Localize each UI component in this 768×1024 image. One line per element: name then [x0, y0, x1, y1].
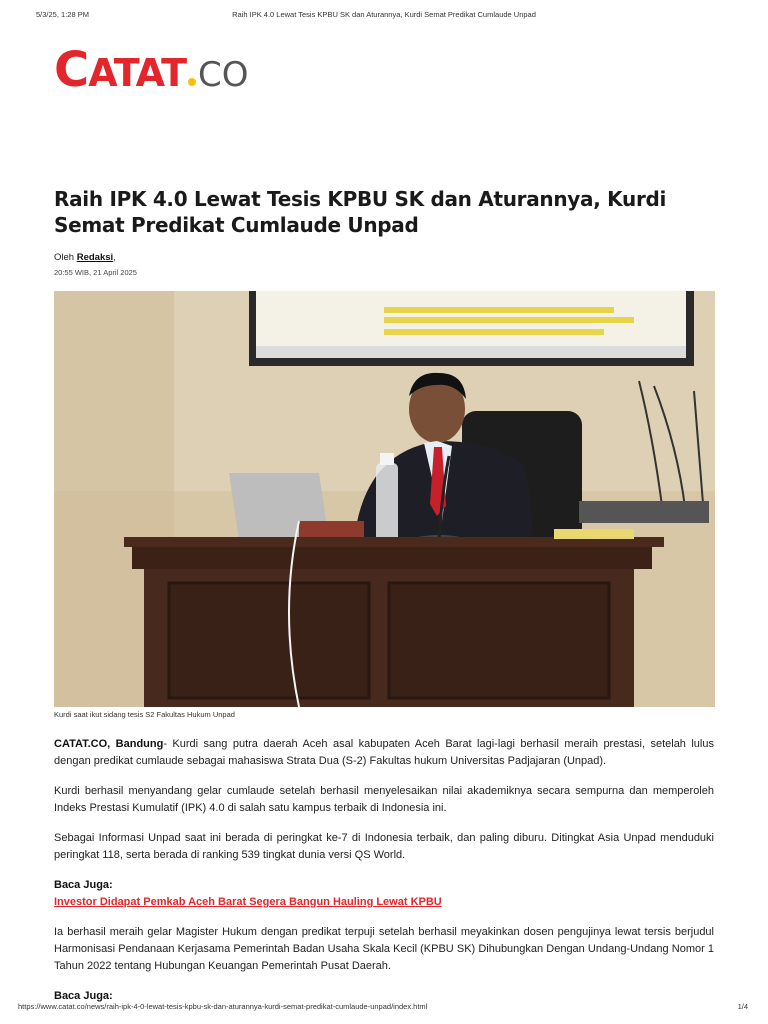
- baca-juga-link[interactable]: Investor Didapat Pemkab Aceh Barat Segera Bangun Hauling Lewat KPBU: [54, 896, 442, 908]
- photo-caption: Kurdi saat ikut sidang tesis S2 Fakultas Hukum Unpad: [54, 710, 235, 719]
- article-byline: Oleh Redaksi,: [54, 252, 116, 263]
- print-footer: [0, 1002, 768, 1016]
- baca-juga-label: Baca Juga:: [54, 879, 113, 891]
- logo-dot: [188, 78, 196, 86]
- print-url: https://www.catat.co/news/raih-ipk-4-0-lewat-tesis-kpbu-sk-dan-aturannya-kurdi-semat-predikat-cumlaude-unpad/index.html: [18, 1002, 428, 1011]
- article-body: [54, 736, 714, 1018]
- print-page-number: 1/4: [737, 1002, 748, 1011]
- lead-dateline: CATAT.CO, Bandung: [54, 738, 164, 750]
- author-link[interactable]: Redaksi: [76, 252, 114, 263]
- article-paragraph: Sebagai Informasi Unpad saat ini berada di peringkat ke-7 di Indonesia terbaik, dan paling diburu. Ditingkat Asia Unpad menduduki peringkat 118, serta berada di ranking 539 tingkat dunia versi QS World.: [54, 832, 714, 861]
- article-headline: Raih IPK 4.0 Lewat Tesis KPBU SK dan Aturannya, Kurdi Semat Predikat Cumlaude Unpad: [54, 187, 667, 237]
- print-header: [0, 10, 768, 24]
- baca-juga-block: [54, 877, 714, 911]
- article-paragraph: CATAT.CO, Bandung- Kurdi sang putra daerah Aceh asal kabupaten Aceh Barat lagi-lagi berhasil meraih prestasi, setelah lulus dengan predikat cumlaude sebagai mahasiswa Strata Dua (S-2) Fakultas hukum Universitas Padjajaran (Unpad).: [54, 738, 714, 767]
- publish-date: 20:55 WIB, 21 April 2025: [54, 268, 137, 277]
- print-datetime: 5/3/25, 1:28 PM: [36, 10, 89, 19]
- logo-brand: CATAT: [54, 42, 187, 98]
- site-logo[interactable]: [54, 42, 249, 98]
- byline-prefix: Oleh: [54, 252, 75, 263]
- article-paragraph: Ia berhasil meraih gelar Magister Hukum dengan predikat terpuji setelah berhasil meyakinkan dosen pengujinya lewat tersis berjudul Harmonisasi Pendanaan Kerjasama Pemerintah Badan Usaha Skala Kecil (KPBU SK) Dihubungkan Dengan Undang-Undang Nomor 1 Tahun 2022 tentang Hubungan Keuangan Pemerintah Pusat Daerah.: [54, 926, 714, 972]
- article-photo: [54, 291, 715, 707]
- baca-juga-label: Baca Juga:: [54, 990, 113, 1002]
- article-photo-illustration: [54, 291, 715, 707]
- article-paragraph: Kurdi berhasil menyandang gelar cumlaude setelah berhasil menyelesaikan nilai akademiknya secara sempurna dan memperoleh Indeks Prestasi Kumulatif (IPK) 4.0 di salah satu kampus terbaik di Indonesia ini.: [54, 785, 714, 814]
- print-page-title: Raih IPK 4.0 Lewat Tesis KPBU SK dan Aturannya, Kurdi Semat Predikat Cumlaude Unpad: [232, 10, 536, 19]
- logo-tld: CO: [198, 55, 249, 95]
